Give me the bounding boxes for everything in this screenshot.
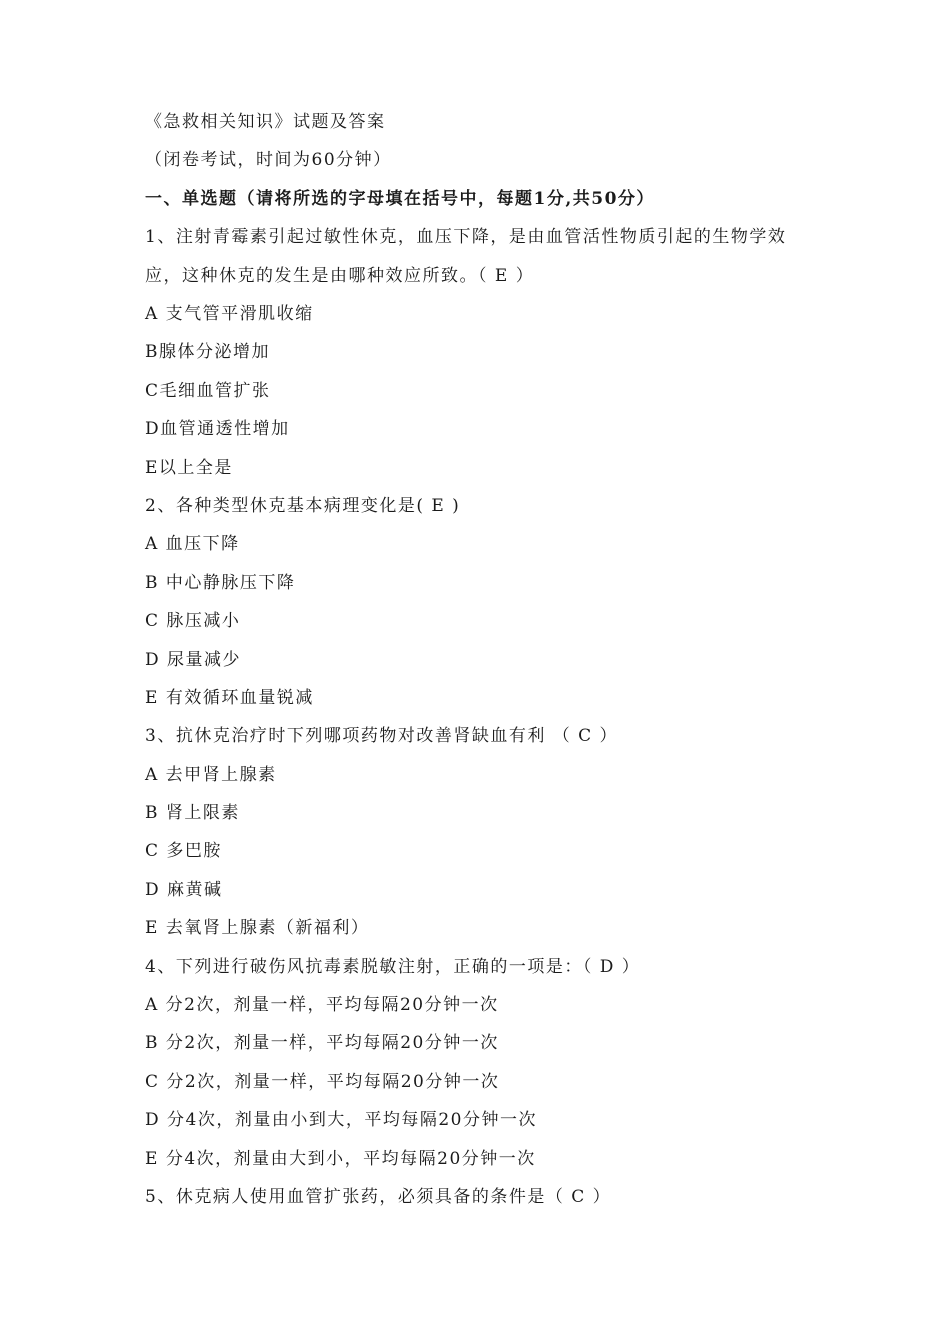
answer-option: B 分2次，剂量一样，平均每隔20分钟一次 (145, 1033, 499, 1054)
question-block (145, 487, 815, 717)
question-stem: 3、抗休克治疗时下列哪项药物对改善肾缺血有利 （ C ） (145, 726, 619, 747)
question-stem: 2、各种类型休克基本病理变化是( E ) (145, 495, 461, 516)
document-title: 《急救相关知识》试题及答案 (145, 112, 386, 132)
answer-option: A 支气管平滑肌收缩 (145, 303, 314, 324)
answer-option: D 尿量减少 (145, 649, 242, 670)
question-block (145, 218, 815, 487)
answer-option: C毛细血管扩张 (145, 380, 271, 401)
answer-option: E 去氧肾上腺素（新福利） (145, 918, 370, 939)
answer-option: B 中心静脉压下降 (145, 572, 296, 593)
answer-option: C 脉压减小 (145, 611, 241, 632)
document-body (145, 103, 815, 1216)
answer-option: E 有效循环血量锐减 (145, 687, 314, 708)
section-heading: 一、单选题（请将所选的字母填在括号中，每题1分,共50分） (145, 188, 655, 209)
answer-option: E以上全是 (145, 457, 233, 478)
question-stem: 4、下列进行破伤风抗毒素脱敏注射，正确的一项是：（ D ） (145, 956, 641, 977)
question-stem: 5、休克病人使用血管扩张药，必须具备的条件是（ C ） (145, 1186, 612, 1207)
answer-option: D 分4次，剂量由小到大，平均每隔20分钟一次 (145, 1110, 537, 1131)
exam-note: （闭卷考试，时间为60分钟） (145, 150, 392, 171)
question-block (145, 717, 815, 947)
answer-option: C 多巴胺 (145, 841, 222, 862)
answer-option: B腺体分泌增加 (145, 342, 270, 363)
question-block (145, 1178, 815, 1216)
answer-option: A 血压下降 (145, 534, 240, 555)
answer-option: E 分4次，剂量由大到小，平均每隔20分钟一次 (145, 1148, 536, 1169)
answer-option: B 肾上限素 (145, 803, 240, 824)
question-block (145, 948, 815, 1178)
answer-option: C 分2次，剂量一样，平均每隔20分钟一次 (145, 1071, 500, 1092)
question-stem: 1、注射青霉素引起过敏性休克，血压下降，是由血管活性物质引起的生物学效应，这种休克的发生是由哪种效应所致。（ E ） (145, 227, 787, 286)
answer-option: A 去甲肾上腺素 (145, 764, 277, 785)
answer-option: A 分2次，剂量一样，平均每隔20分钟一次 (145, 995, 499, 1016)
answer-option: D 麻黄碱 (145, 879, 223, 900)
answer-option: D血管通透性增加 (145, 419, 290, 440)
